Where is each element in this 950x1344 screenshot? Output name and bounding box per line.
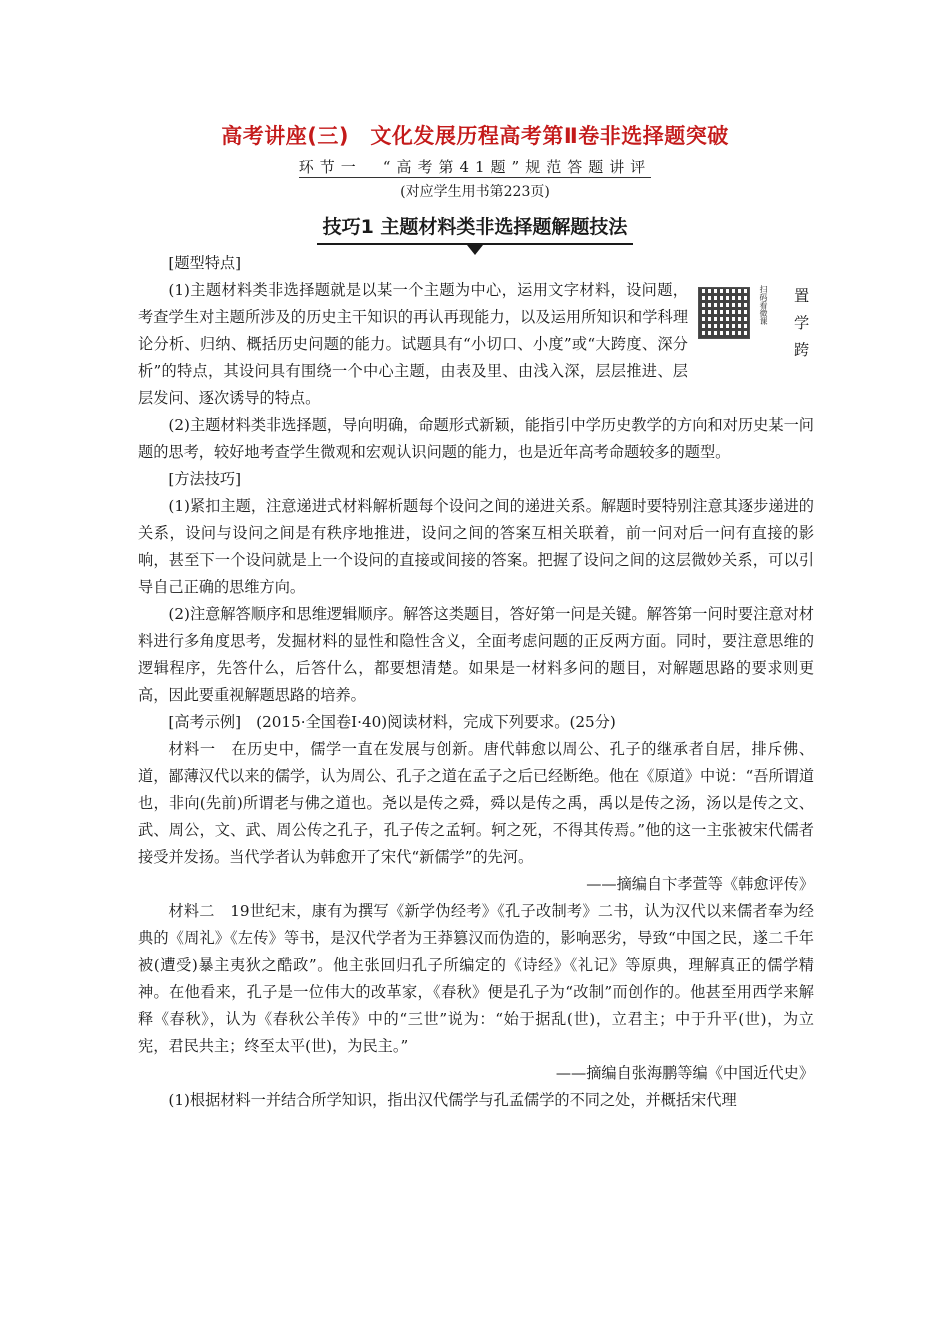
qr-side-chars [794,283,816,364]
label-question-type: [题型特点] [168,254,241,272]
qr-side-char: 跨 [794,341,810,359]
skill-heading [0,212,950,245]
material-two-source: ——摘编自张海鹏等编《中国近代史》 [555,1064,814,1082]
qr-caption: 扫码看微课 [759,285,768,325]
section-heading-text: 环节一 “高考第41题”规范答题讲评 [298,158,652,176]
section-heading [0,156,950,177]
qr-block[interactable] [698,283,816,363]
material-one: 材料一 在历史中，儒学一直在发展与创新。唐代韩愈以周公、孔子的继承者自居，排斥佛、道，鄙薄汉代以来的儒学，认为周公、孔子之道在孟子之后已经断绝。他在《原道》中说：“吾所谓道也，非向(先前)所谓老与佛之道也。尧以是传之舜，舜以是传之禹，禹以是传之汤，汤以是传之文、武、周公，文、武、周公传之孔子，孔子传之孟轲。轲之死，不得其传焉。”他的这一主张被宋代儒者接受并发扬。当代学者认为韩愈开了宋代“新儒学”的先河。 [138,740,815,866]
exam-example: [高考示例] (2015·全国卷Ⅰ·40)阅读材料，完成下列要求。(25分) [168,713,616,731]
paragraph: (2)主题材料类非选择题，导向明确，命题形式新颖，能指引中学历史教学的方向和对历史某一问题的思考，较好地考查学生微观和宏观认识问题的能力，也是近年高考命题较多的题型。 [138,416,814,461]
paragraph: (1)紧扣主题，注意递进式材料解析题每个设问之间的递进关系。解题时要特别注意其逐步递进的关系，设问与设问之间是有秩序地推进，设问之间的答案互相关联着，前一问对后一问有直接的影响，甚至下一个设问就是上一个设问的直接或间接的答案。把握了设问之间的这层微妙关系，可以引导自己正确的思维方向。 [138,497,814,596]
material-two: 材料二 19世纪末，康有为撰写《新学伪经考》《孔子改制考》二书，认为汉代以来儒者奉为经典的《周礼》《左传》等书，是汉代学者为王莽篡汉而伪造的，影响恶劣，导致“中国之民，遂二千年被(遭受)暴主夷狄之酷政”。他主张回归孔子所编定的《诗经》《礼记》等原典，理解真正的儒学精神。在他看来，孔子是一位伟大的改革家，《春秋》便是孔子为“改制”而创作的。他甚至用西学来解释《春秋》，认为《春秋公羊传》中的“三世”说为：“始于据乱(世)，立君主；中于升平(世)，为立宪，君民共主；终至太平(世)，为民主。” [138,902,814,1055]
label-method: [方法技巧] [168,470,241,488]
page-reference: (对应学生用书第223页) [400,184,550,200]
paragraph: (1)主题材料类非选择题就是以某一个主题为中心，运用文字材料，设问题，考查学生对主题所涉及的历史主干知识的再认再现能力，以及运用所知识和学科理论分析、归纳、概括历史问题的能力。试题具有“小切口、小度”或“大跨度、深分析”的特点，其设问具有围绕一个中心主题，由表及里、由浅入深，层层推进、层层发问、逐次诱导的特点。 [138,281,688,407]
skill-heading-text: 技巧1 主题材料类非选择题解题技法 [322,216,628,238]
qr-side-char: 学 [794,314,810,332]
question-one: (1)根据材料一并结合所学知识，指出汉代儒学与孔孟儒学的不同之处，并概括宋代理 [168,1091,737,1109]
material-one-source: ——摘编自卞孝萱等《韩愈评传》 [586,875,814,893]
page-title: 高考讲座(三) 文化发展历程高考第Ⅱ卷非选择题突破 [221,124,729,148]
paragraph: (2)注意解答顺序和思维逻辑顺序。解答这类题目，答好第一问是关键。解答第一问时要注意对材料进行多角度思考，发掘材料的显性和隐性含义，全面考虑问题的正反两方面。同时，要注意思维的逻辑程序，先答什么，后答什么，都要想清楚。如果是一材料多问的题目，对解题思路的要求则更高，因此要重视解题思路的培养。 [138,605,814,704]
skill-heading-box [317,212,634,245]
qr-side-char: 置 [794,287,810,305]
article-body [138,250,814,1114]
qr-code-icon[interactable] [698,287,750,339]
